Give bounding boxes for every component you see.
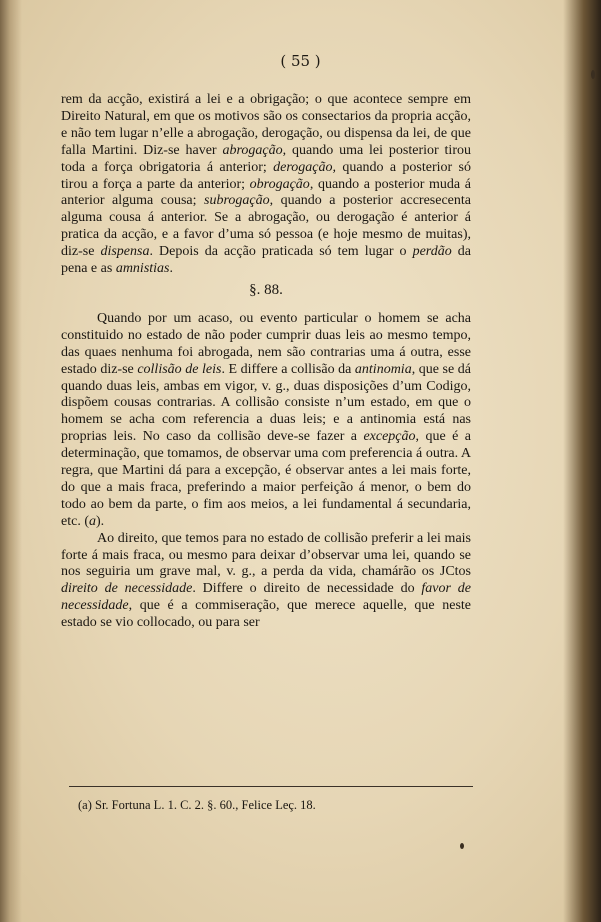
italic-term: antinomia: [354, 361, 412, 377]
italic-term: abrogação: [222, 142, 283, 158]
text-run: . E differe a collisão da: [221, 361, 355, 377]
text-run: , quando uma lei posterior tirou toda a força obrigatoria á anterior;: [61, 142, 471, 175]
italic-term: a: [88, 513, 96, 529]
italic-term: derogação,: [273, 159, 336, 175]
text-run: .: [169, 261, 173, 277]
paragraph-3: [61, 531, 471, 632]
italic-term: obrogação: [249, 176, 310, 192]
text-run: rem da acção, existirá a lei e a obrigação; o que acontece sempre em Direito Natural, em que os motivos são os consectarios da propria acção, e não tem lugar n’elle a abrogação, derogação, ou dispensa da lei, de que falla Martini. Diz-se haver: [61, 92, 471, 158]
ink-spot: [591, 70, 595, 79]
footnote: (a) Sr. Fortuna L. 1. C. 2. §. 60., Felice Leç. 18.: [78, 798, 316, 812]
ink-spot: [460, 843, 464, 849]
spine-shadow: [0, 0, 22, 922]
text-run: , quando a posterior muda á anterior alguma cousa;: [61, 176, 471, 209]
text-run: , que se dá quando duas leis, ambas em vigor, v. g., duas disposições d’um Codigo, dispõem cousas contrarias. A collisão consiste n’um estado, em que o homem se acha com referencia a duas leis; e a antinomia está nas proprias leis. No caso da collisão deve-se fazer a: [61, 361, 471, 445]
italic-term: amnistias: [115, 261, 170, 277]
page-edge-shadow: [563, 0, 601, 922]
text-run: . Depois da acção praticada só tem lugar o: [149, 244, 413, 260]
text-run: Ao direito, que temos para no estado de collisão preferir a lei mais forte á mais fraca, ou mesmo para deixar d’observar uma lei, quando se nos seguiria um grave mal, v. g., a perda da vida, chamárão os JCtos: [61, 530, 471, 580]
paragraph-1: [61, 92, 471, 278]
text-run: da pena e as: [61, 244, 471, 277]
footnote-rule: [69, 786, 473, 787]
italic-term: collisão de leis: [137, 361, 222, 377]
text-run: , que é a commiseração, que merece aquelle, que neste estado se vio collocado, ou para ser: [61, 598, 471, 631]
section-heading: §. 88.: [249, 281, 283, 298]
text-run: , que é a determinação, que tomamos, de observar uma com preferencia á outra. A regra, que Martini dá para a excepção, é observar antes a lei mais forte, do que a mais fraca, preferindo a maior perfeição á menor, o bem do todo ao bem da parte, o fim aos meios, a lei fundamental á secundaria, etc. (: [61, 429, 471, 529]
text-run: , quando a posterior accresecenta alguma cousa á anterior. Se a abrogação, ou derogação é anterior á pratica da acção, e a favor d’uma só pessoa (e hoje mesmo de muitas), diz-se: [61, 193, 471, 260]
text-run: quando a posterior só tirou a força a parte da anterior;: [61, 159, 471, 192]
italic-term: direito de necessidade: [61, 581, 193, 597]
text-run: . Differe o direito de necessidade do: [192, 581, 422, 597]
paragraph-2: [61, 311, 471, 531]
body-text: [61, 92, 471, 632]
italic-term: dispensa: [100, 244, 150, 260]
italic-term: excepção: [363, 429, 416, 445]
italic-term: subrogação: [204, 193, 270, 209]
text-run: Quando por um acaso, ou evento particular o homem se acha constituido no estado de não poder cumprir duas leis ao mesmo tempo, das quaes nenhuma foi abrogada, nem são contrarias uma á outra, esse estado diz-se: [61, 310, 471, 377]
italic-term: favor de necessidade: [61, 581, 471, 614]
italic-term: perdão: [412, 244, 452, 260]
text-run: ).: [95, 513, 105, 529]
page-number: ( 55 ): [280, 52, 321, 70]
